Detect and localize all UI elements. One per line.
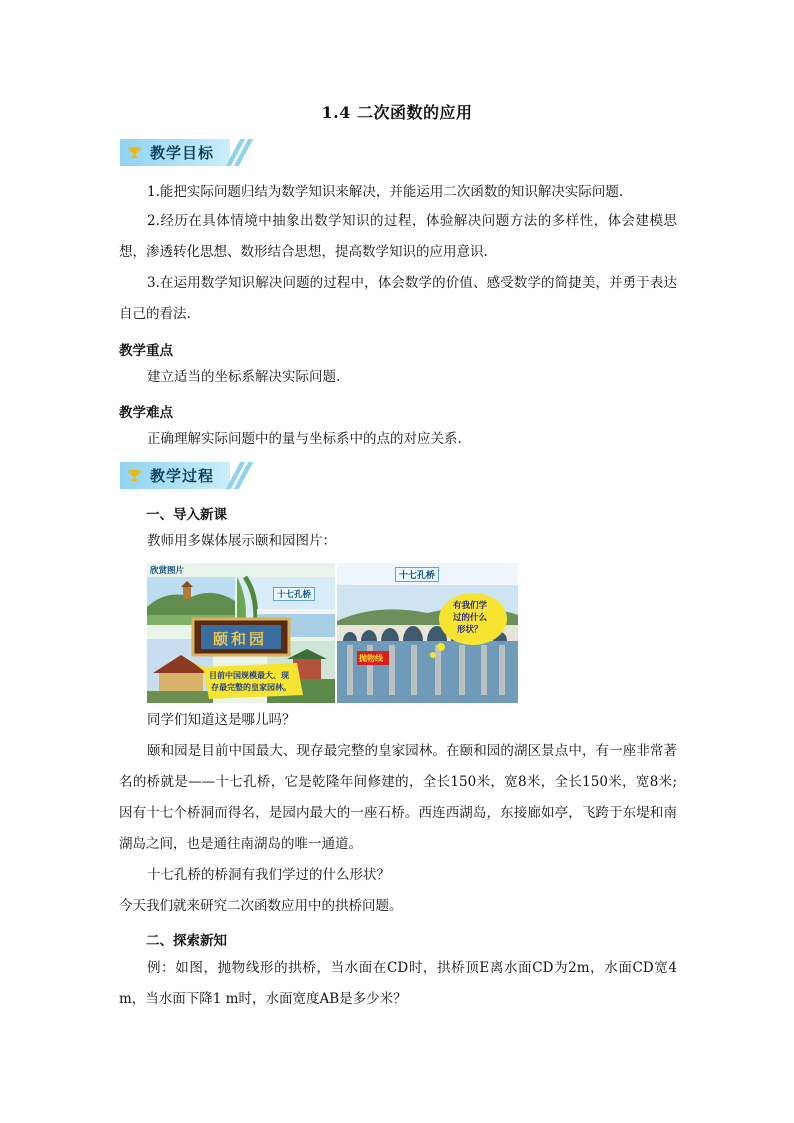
section1-heading: 一、导入新课 bbox=[146, 507, 227, 523]
shape-question: 十七孔桥的桥洞有我们学过的什么形状？ bbox=[147, 867, 390, 883]
page-title: 1.4 二次函数的应用 bbox=[321, 103, 473, 122]
collage-header: 欣赏图片 bbox=[150, 566, 185, 576]
goal-3: 3.在运用数学知识解决问题的过程中，体会数学的价值、感受数学的简捷美，并勇于表达自己的看法. bbox=[119, 275, 677, 322]
difficulty-heading: 教学难点 bbox=[119, 405, 173, 421]
process-banner bbox=[120, 462, 252, 489]
seventeen-arch-bridge-photo bbox=[337, 563, 518, 703]
bridge-tag: 十七孔桥 bbox=[273, 587, 315, 601]
goal-1: 1.能把实际问题归结为数学知识来解决，并能运用二次函数的知识解决实际问题. bbox=[147, 184, 624, 200]
bubble-line-3: 形状？ bbox=[457, 625, 483, 635]
location-question: 同学们知道这是哪儿吗？ bbox=[147, 712, 296, 728]
summer-palace-sign: 颐和园 bbox=[213, 630, 268, 648]
bubble-line-2: 过的什么 bbox=[453, 613, 488, 623]
today-topic: 今天我们就来研究二次函数应用中的拱桥问题。 bbox=[119, 898, 403, 914]
banner-label: 教学过程 bbox=[150, 467, 215, 485]
trophy-icon bbox=[127, 145, 142, 160]
bridge-tag: 十七孔桥 bbox=[395, 567, 439, 582]
key-point-heading: 教学重点 bbox=[119, 343, 173, 359]
trophy-icon bbox=[127, 468, 142, 483]
bridge-graphic bbox=[337, 563, 518, 703]
collage-caption-1: 目前中国规模最大、现 bbox=[209, 671, 289, 680]
banner-label: 教学目标 bbox=[150, 144, 215, 162]
section2-heading: 二、探索新知 bbox=[146, 933, 227, 949]
collage-caption-2: 存最完整的皇家园林。 bbox=[211, 683, 291, 692]
goals-banner bbox=[120, 139, 252, 166]
parabola-label: 抛物线 bbox=[359, 654, 383, 663]
summer-palace-description: 颐和园是目前中国最大、现存最完整的皇家园林。在颐和园的湖区景点中，有一座非常著名的桥就是——十七孔桥，它是乾隆年间修建的，全长150米，宽8米，全长150米，宽8米;因有十七个桥洞而得名，是园内最大的一座石桥。西连西湖岛，东接廊如亭，飞跨于东堤和南湖岛之间，也是通往南湖岛的唯一通道。 bbox=[119, 743, 677, 852]
key-point-text: 建立适当的坐标系解决实际问题. bbox=[147, 369, 341, 385]
difficulty-text: 正确理解实际问题中的量与坐标系中的点的对应关系. bbox=[147, 431, 462, 447]
summer-palace-collage bbox=[147, 563, 335, 703]
example-problem: 例：如图，抛物线形的拱桥，当水面在CD时，拱桥顶E离水面CD为2m，水面CD宽4 m，当水面下降1 m时，水面宽度AB是多少米？ bbox=[119, 960, 677, 1007]
bubble-line-1: 有我们学 bbox=[453, 601, 488, 611]
intro-text: 教师用多媒体展示颐和园图片： bbox=[147, 533, 336, 549]
goal-2: 2.经历在具体情境中抽象出数学知识的过程，体验解决问题方法的多样性，体会建模思想，渗透转化思想、数形结合思想，提高数学知识的应用意识. bbox=[119, 213, 677, 260]
